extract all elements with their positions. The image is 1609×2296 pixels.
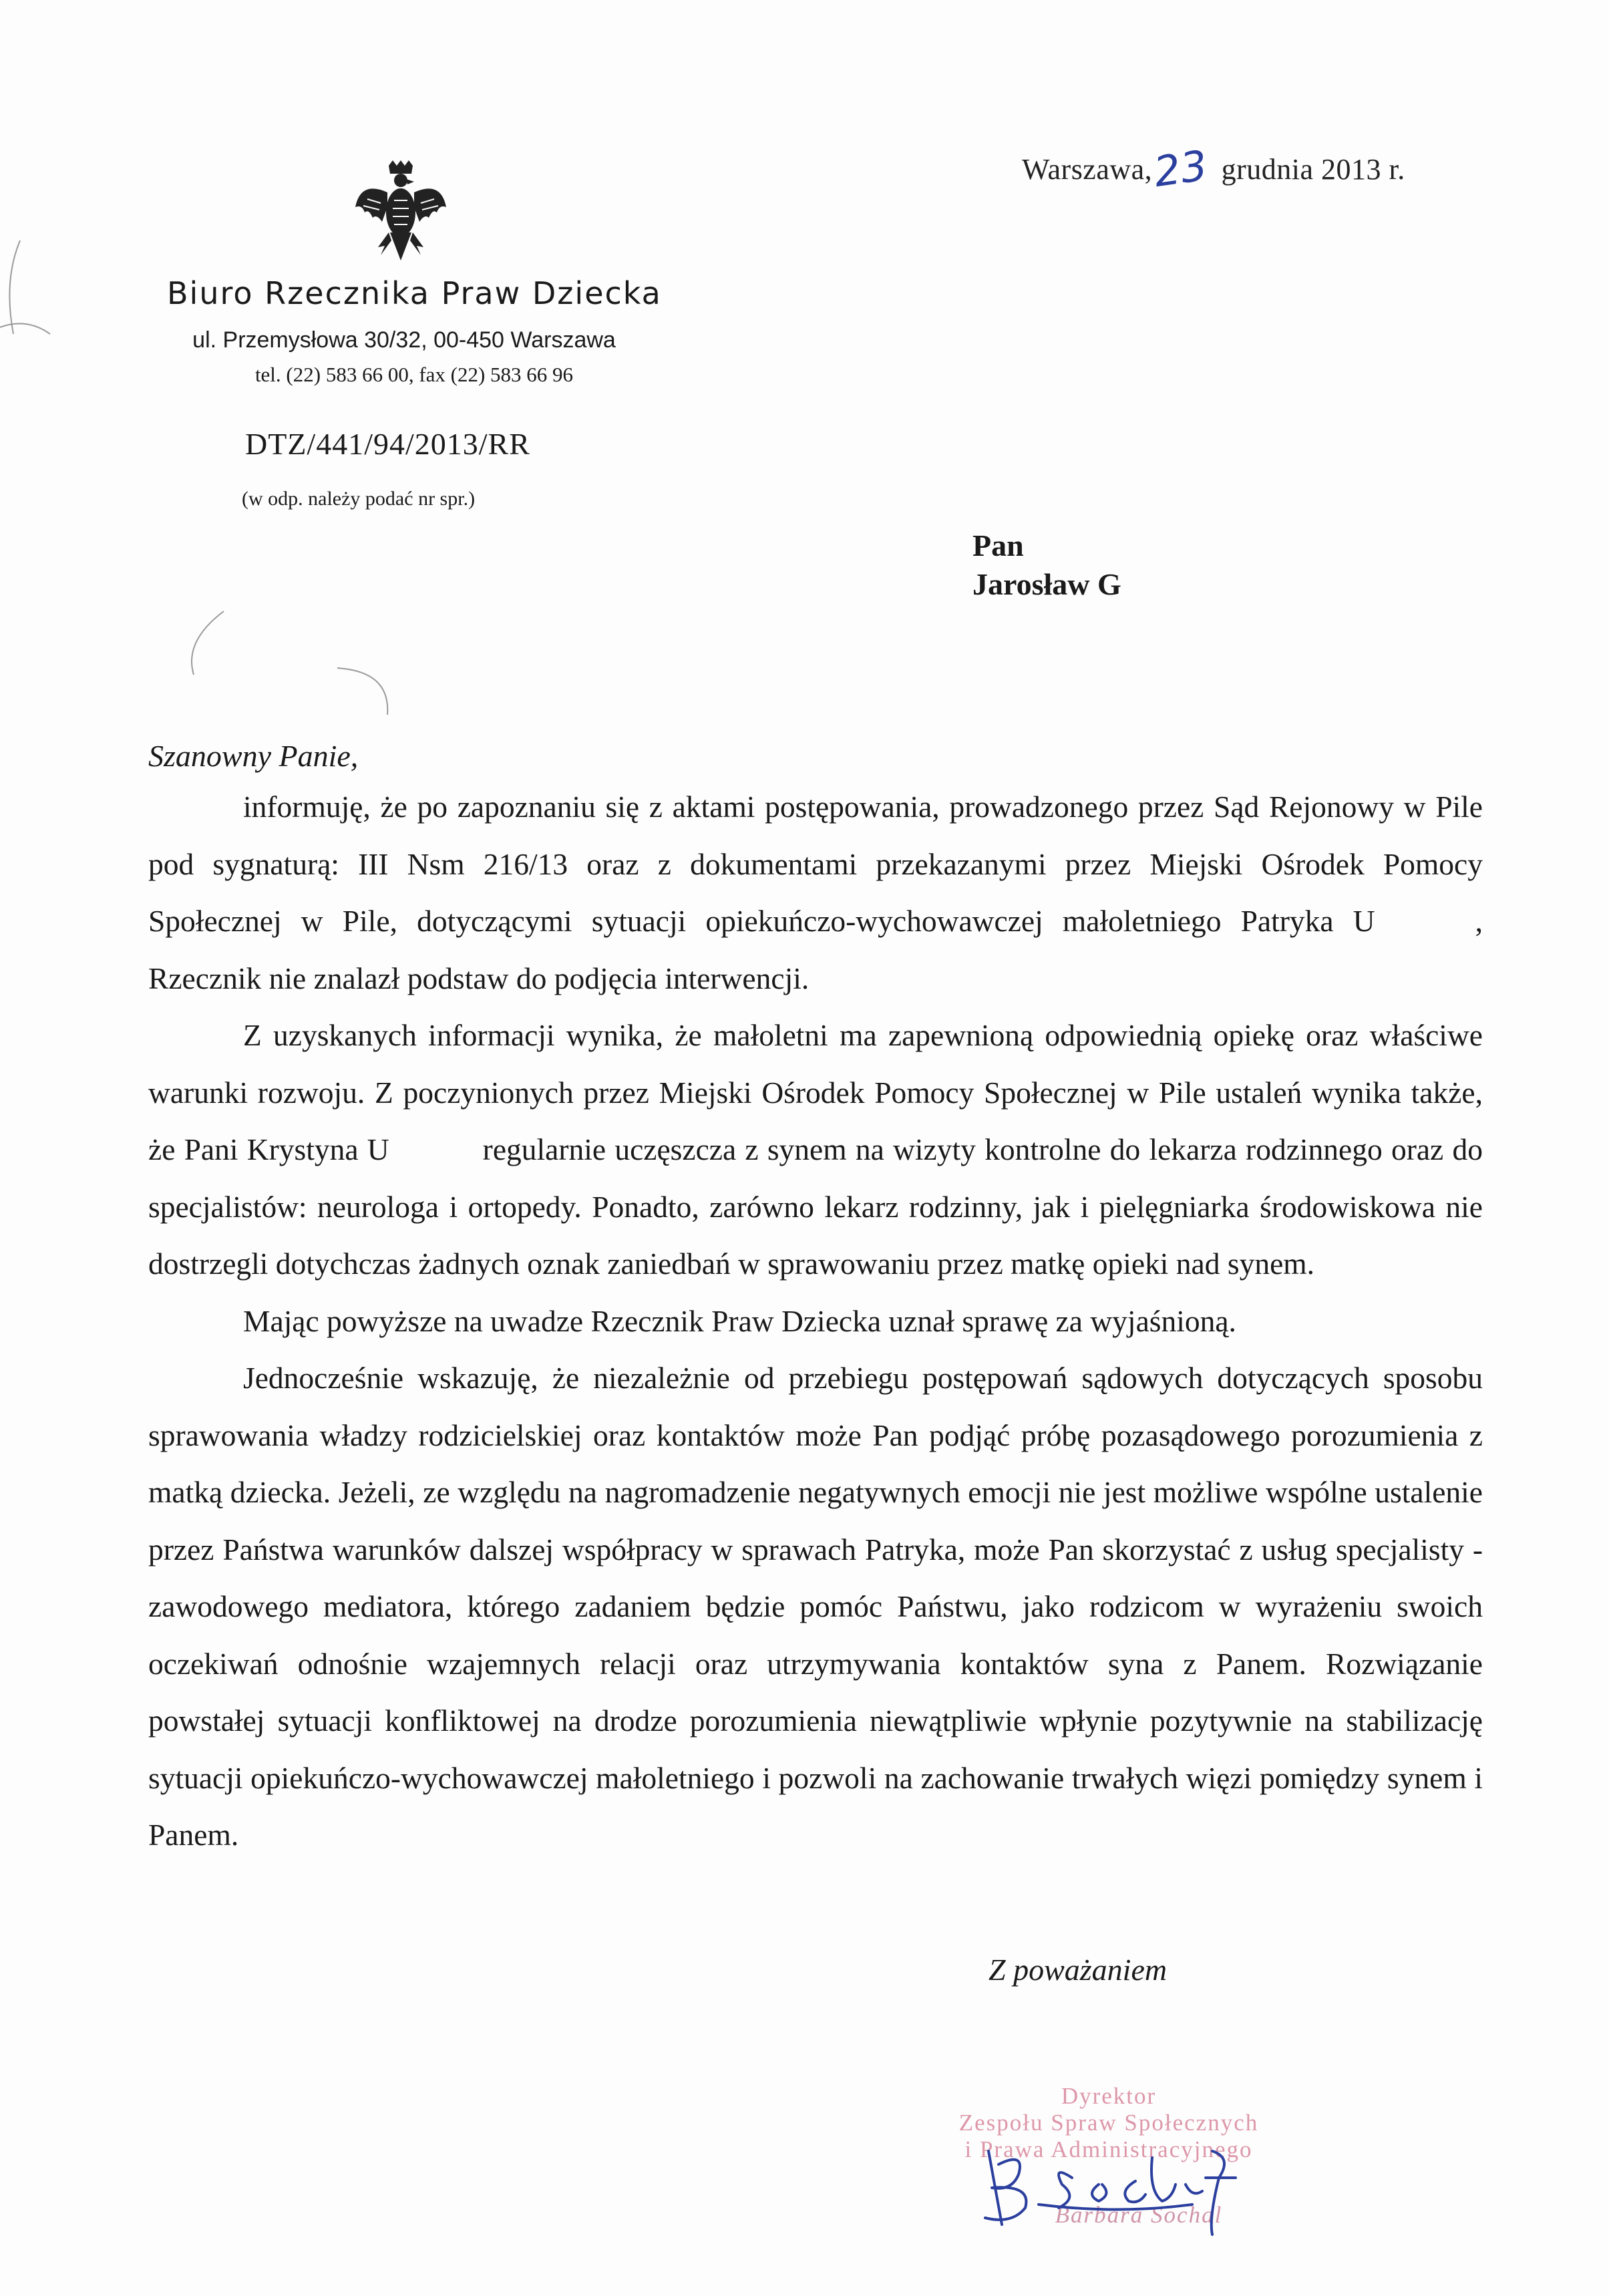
- polish-eagle-emblem-icon: [354, 160, 448, 274]
- paragraph: [148, 1007, 1483, 1293]
- paragraph: Jednocześnie wskazuję, że niezależnie od przebiegu postępowań sądowych dotyczących sposobu sprawowania władzy rodzicielskiej oraz kontaktów może Pan podjąć próbę pozasądowego porozumienia z matką dziecka. Jeżeli, ze względu na nagromadzenie negatywnych emocji nie jest możliwe wspólne ustalenie przez Państwa warunków dalszej współpracy w sprawach Patryka, może Pan skorzystać z usług specjalisty - zawodowego mediatora, którego zadaniem będzie pomóc Państwu, jako rodzicom w wyrażeniu swoich oczekiwań odnośnie wzajemnych relacji oraz utrzymywania kontaktów syna z Panem. Rozwiązanie powstałej sytuacji konfliktowej na drodze porozumienia niewątpliwie wpłynie pozytywnie na stabilizację sytuacji opiekuńczo-wychowawczej małoletniego i pozwoli na zachowanie trwałych więzi pomiędzy synem i Panem.: [148, 1361, 1483, 1852]
- salutation: Szanowny Panie,: [148, 739, 359, 773]
- date-city: Warszawa,: [1022, 153, 1153, 186]
- stamp-line: Zespołu Spraw Społecznych: [958, 2110, 1259, 2136]
- stamp-line: i Prawa Administracyjnego: [964, 2136, 1253, 2162]
- recipient-title: Pan: [972, 528, 1024, 562]
- stamp-name: Barbara Sochal: [1055, 2202, 1223, 2228]
- office-phone: tel. (22) 583 66 00, fax (22) 583 66 96: [254, 363, 574, 386]
- paragraph-text: Z uzyskanych informacji wynika, że małoletni ma zapewnioną odpowiednią opiekę oraz właściwe warunki rozwoju. Z poczynionych przez Miejski Ośrodek Pomocy Społecznej w Pile ustaleń wynika także, że Pani Krystyna U: [148, 1018, 1483, 1166]
- paragraph-text: regularnie uczęszcza z synem na wizyty kontrolne do lekarza rodzinnego oraz do specjalistów: neurologa i ortopedy. Ponadto, zarówno lekarz rodzinny, jak i pielęgniarka środowiskowa nie dostrzegli dotychczas żadnych oznak zaniedbań w sprawowaniu przez matkę opieki nad synem.: [148, 1132, 1483, 1281]
- paragraph-text: informuję, że po zapoznaniu się z aktami postępowania, prowadzonego przez Sąd Rejonowy w Pile pod sygnaturą: III Nsm 216/13 oraz z dokumentami przekazanymi przez Miejski Ośrodek Pomocy Społecznej w Pile, dotyczącymi sytuacji opiekuńczo-wychowawczej małoletniego Patryka U: [148, 790, 1483, 938]
- office-name: Biuro Rzecznika Praw Dziecka: [167, 275, 662, 311]
- date-month-year: grudnia 2013 r.: [1221, 153, 1405, 186]
- paragraph-text: , Rzecznik nie znalazł podstaw do podjęcia interwencji.: [148, 904, 1483, 995]
- paragraph: [148, 778, 1483, 1007]
- recipient-name: Jarosław G: [972, 567, 1121, 601]
- closing: Z poważaniem: [989, 1953, 1168, 1987]
- reference-note: (w odp. należy podać nr spr.): [242, 488, 476, 510]
- recipient-block: [972, 526, 1121, 604]
- letter-body: [148, 778, 1483, 1864]
- stamp-line: Dyrektor: [1061, 2083, 1157, 2109]
- office-address: ul. Przemysłowa 30/32, 00-450 Warszawa: [192, 327, 616, 353]
- handwritten-signature-icon: [972, 2138, 1252, 2238]
- reference-number: DTZ/441/94/2013/RR: [245, 427, 530, 461]
- date-day-handwritten: 23: [1151, 140, 1211, 197]
- paragraph: Mając powyższe na uwadze Rzecznik Praw Dziecka uznał sprawę za wyjaśnioną.: [243, 1303, 1236, 1338]
- letter-date: [1022, 140, 1405, 197]
